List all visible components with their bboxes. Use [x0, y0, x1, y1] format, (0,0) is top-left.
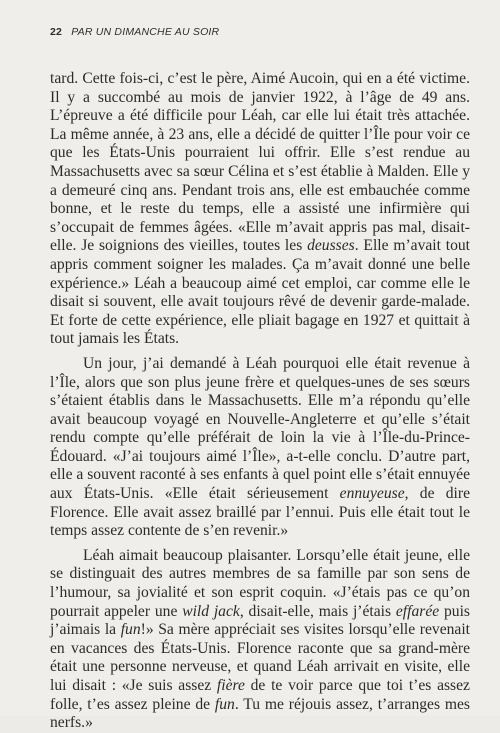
text-run: Un jour, j’ai demandé à Léah pourquoi elle était revenue à l’Île, alors que son plus jeune frère et quelques-unes de ses sœurs s’étaient établis dans le Massachusetts. Elle m’a répondu qu’elle avait beaucoup voyagé en Nouvelle-Angleterre et qu’elle s’était rendu compte qu’elle préférait de loin la vie à l’Île-du-Prince-Édouard. «J’ai toujours aimé l’Île», a-t-elle conclu. D’autre part, elle a souvent raconté à ses enfants à quel point elle s’était ennuyée aux États-Unis. «Elle était sérieusement	[50, 354, 470, 503]
text-run: de te voir parce que toi t’es assez folle, t’es assez pleine de	[50, 677, 470, 713]
italic-text: fun	[214, 695, 235, 713]
text-run: !» Sa mère appréciait ses visites lorsqu’elle revenait en vacances des États-Unis. Florence raconte que sa grand-mère était une personne nerveuse, et quand Léah arrivait en visite, elle lui disait : «Je suis assez	[50, 621, 470, 694]
running-title: PAR UN DIMANCHE AU SOIR	[71, 26, 220, 38]
italic-text: ennuyeuse	[339, 485, 405, 503]
page-number: 22	[50, 26, 63, 38]
italic-text: effarée	[395, 602, 440, 620]
italic-text: deusses	[307, 237, 355, 255]
text-run: , disait-elle, mais j’étais	[239, 602, 396, 620]
paragraph	[50, 355, 470, 541]
running-header	[50, 26, 470, 40]
text-run: puis j’aimais la	[50, 602, 470, 639]
paragraph	[50, 70, 470, 349]
paragraph	[50, 547, 470, 733]
text-run: . Elle m’avait tout appris comment soigner les malades. Ça m’avait donné une belle expérience.» Léah a beaucoup aimé cet emploi, car comme elle le disait si souvent, elle avait toujours rêvé de devenir garde-malade. Et forte de cette expérience, elle pliait bagage en 1927 et quittait à tout jamais les États.	[50, 237, 471, 348]
italic-text: fun	[120, 621, 141, 639]
italic-text: fière	[216, 677, 245, 694]
body-text	[50, 70, 470, 733]
text-run: , de dire Florence. Elle avait assez braillé par l’ennui. Puis elle était tout le temps assez contente de s’en revenir.»	[50, 485, 470, 540]
text-run: tard. Cette fois-ci, c’est le père, Aimé Aucoin, qui en a été victime. Il y a succombé au mois de janvier 1922, à l’âge de 49 ans. L’épreuve a été difficile pour Léah, car elle lui était très attachée. La même année, à 23 ans, elle a décidé de quitter l’Île pour voir ce que les États-Unis pourraient lui offrir. Elle s’est rendue au Massachusetts avec sa sœur Célina et s’est établie à Malden. Elle y a demeuré cinq ans. Pendant trois ans, elle est embauchée comme bonne, et le reste du temps, elle a assisté une infirmière qui s’occupait de femmes âgées. «Elle m’avait appris pas mal, disait-elle. Je soignions des vieilles, toutes les	[50, 70, 470, 255]
text-run: Léah aimait beaucoup plaisanter. Lorsqu’elle était jeune, elle se distinguait des autres membres de sa famille par son sens de l’humour, sa jovialité et son esprit coquin. «J’étais pas ce qu’on pourrait appeler une	[50, 546, 470, 620]
italic-text: wild jack	[182, 602, 240, 620]
text-run: . Tu me réjouis assez, t’arranges mes nerfs.»	[50, 695, 471, 732]
